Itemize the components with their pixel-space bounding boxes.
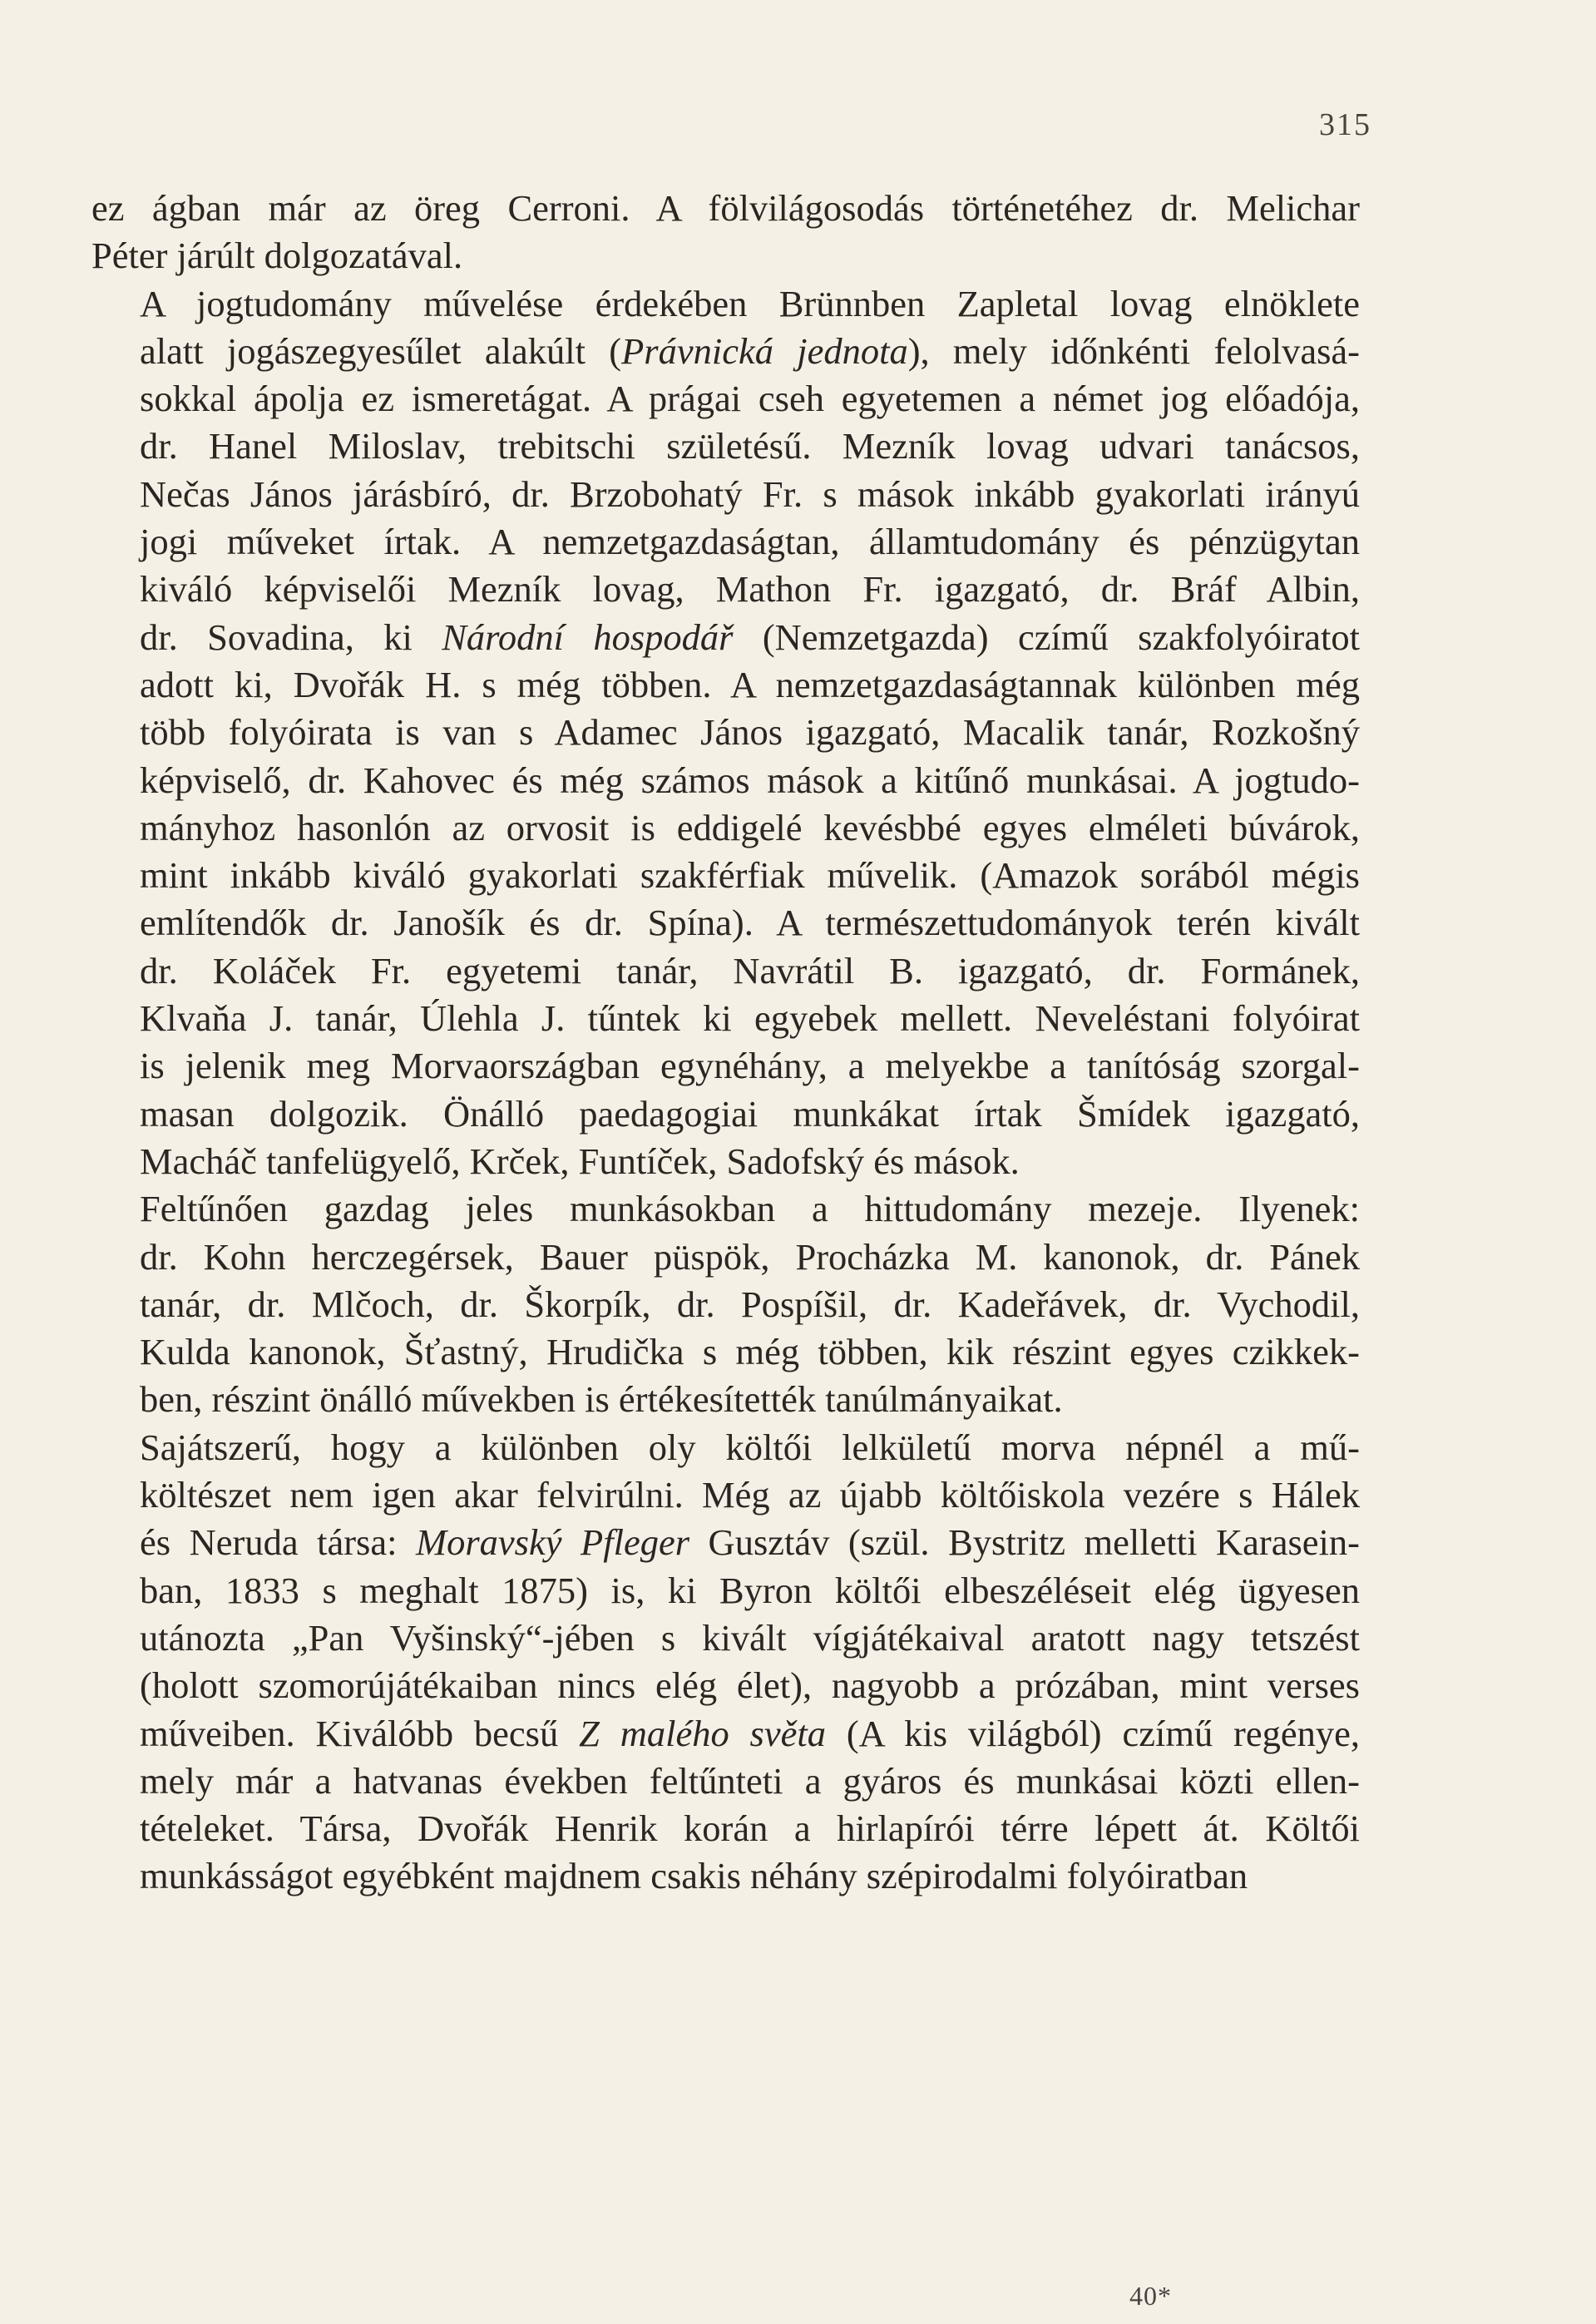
text-line: mint inkább kiváló gyakorlati szakférfiak művelik. (Amazok sorából mégis bbox=[140, 854, 1360, 897]
text-line: Nečas János járásbíró, dr. Brzobohatý Fr. s mások inkább gyakorlati irányú bbox=[140, 472, 1360, 515]
text-line: Péter járúlt dolgozatával. bbox=[91, 235, 463, 277]
text-line: képviselő, dr. Kahovec és még számos mások a kitűnő munkásai. A jogtudo- bbox=[140, 759, 1360, 801]
text-line: tanár, dr. Mlčoch, dr. Škorpík, dr. Pospíšil, dr. Kadeřávek, dr. Vychodil, bbox=[140, 1283, 1360, 1325]
text-line: több folyóirata is van s Adamec János igazgató, Macalik tanár, Rozkošný bbox=[140, 711, 1360, 754]
text-line: dr. Hanel Miloslav, trebitschi születésű. Mezník lovag udvari tanácsos, bbox=[140, 425, 1360, 467]
text-line: említendők dr. Janošík és dr. Spína). A természettudományok terén kivált bbox=[140, 902, 1360, 944]
paragraph bbox=[91, 185, 1360, 280]
text-line: masan dolgozik. Önálló paedagogiai munkákat írtak Šmídek igazgató, bbox=[140, 1092, 1360, 1135]
text-line: dr. Sovadina, ki Národní hospodář (Nemzetgazda) czímű szakfolyóiratot bbox=[140, 616, 1361, 658]
text-line: alatt jogászegyesűlet alakúlt (Právnická jednota), mely időnkénti felolvasá- bbox=[140, 329, 1360, 372]
paragraph bbox=[91, 1185, 1360, 1423]
text-line: kiváló képviselői Mezník lovag, Mathon Fr. igazgató, dr. Bráf Albin, bbox=[140, 568, 1360, 611]
text-line: sokkal ápolja ez ismeretágat. A prágai cseh egyetemen a német jog előadója, bbox=[140, 378, 1360, 420]
text-line: A jogtudomány művelése érdekében Brünnben Zapletal lovag elnöklete bbox=[140, 282, 1360, 324]
text-line: is jelenik meg Morvaországban egynéhány, a melyekbe a tanítóság szorgal- bbox=[140, 1045, 1360, 1087]
text-line: mányhoz hasonlón az orvosit is eddigelé kevésbbé egyes elméleti búvárok, bbox=[140, 806, 1360, 848]
text-line: költészet nem igen akar felvirúlni. Még az újabb költőiskola vezére s Hálek bbox=[140, 1474, 1360, 1516]
text-line: adott ki, Dvořák H. s még többen. A nemzetgazdaságtannak különben még bbox=[140, 663, 1360, 705]
text-line: ez ágban már az öreg Cerroni. A fölvilágosodás történetéhez dr. Melichar bbox=[91, 187, 1360, 229]
paragraph bbox=[91, 1424, 1360, 1901]
text-line: ben, részint önálló művekben is értékesítették tanúlmányaikat. bbox=[140, 1378, 1063, 1421]
page-number: 315 bbox=[1319, 107, 1371, 142]
text-line: jogi műveket írtak. A nemzetgazdaságtan, államtudomány és pénzügytan bbox=[140, 521, 1360, 563]
text-line: dr. Kohn herczegérsek, Bauer püspök, Procházka M. kanonok, dr. Pánek bbox=[140, 1235, 1360, 1278]
text-line: Sajátszerű, hogy a különben oly költői lelkületű morva népnél a mű- bbox=[140, 1426, 1360, 1468]
text-line: tételeket. Társa, Dvořák Henrik korán a hirlapírói térre lépett át. Költői bbox=[140, 1807, 1360, 1850]
text-line: dr. Koláček Fr. egyetemi tanár, Navrátil B. igazgató, dr. Formánek, bbox=[140, 949, 1360, 991]
text-line: Macháč tanfelügyelő, Krček, Funtíček, Sadofský és mások. bbox=[140, 1140, 1020, 1182]
text-line: utánozta „Pan Vyšinský“-jében s kivált vígjátékaival aratott nagy tetszést bbox=[140, 1616, 1360, 1659]
paragraph bbox=[91, 280, 1360, 1186]
text-line: és Neruda társa: Moravský Pfleger Gusztáv (szül. Bystritz melletti Karasein- bbox=[140, 1521, 1360, 1564]
text-line: mely már a hatvanas években feltűnteti a gyáros és munkásai közti ellen- bbox=[140, 1759, 1360, 1802]
text-line: műveiben. Kiválóbb becsű Z malého světa (A kis világból) czímű regénye, bbox=[140, 1712, 1360, 1754]
text-line: Kulda kanonok, Šťastný, Hrudička s még többen, kik részint egyes czikkek- bbox=[140, 1331, 1360, 1373]
text-line: ban, 1833 s meghalt 1875) is, ki Byron költői elbeszéléseit elég ügyesen bbox=[140, 1569, 1360, 1611]
text-line: munkásságot egyébként majdnem csakis néhány szépirodalmi folyóiratban bbox=[140, 1855, 1248, 1897]
text-line: Klvaňa J. tanár, Úlehla J. tűntek ki egyebek mellett. Neveléstani folyóirat bbox=[140, 997, 1360, 1040]
text-line: (holott szomorújátékaiban nincs elég élet), nagyobb a prózában, mint verses bbox=[140, 1664, 1360, 1707]
body-text bbox=[91, 185, 1360, 1901]
text-line: Feltűnően gazdag jeles munkásokban a hittudomány mezeje. Ilyenek: bbox=[140, 1188, 1360, 1230]
signature-mark: 40* bbox=[1129, 2281, 1172, 2311]
